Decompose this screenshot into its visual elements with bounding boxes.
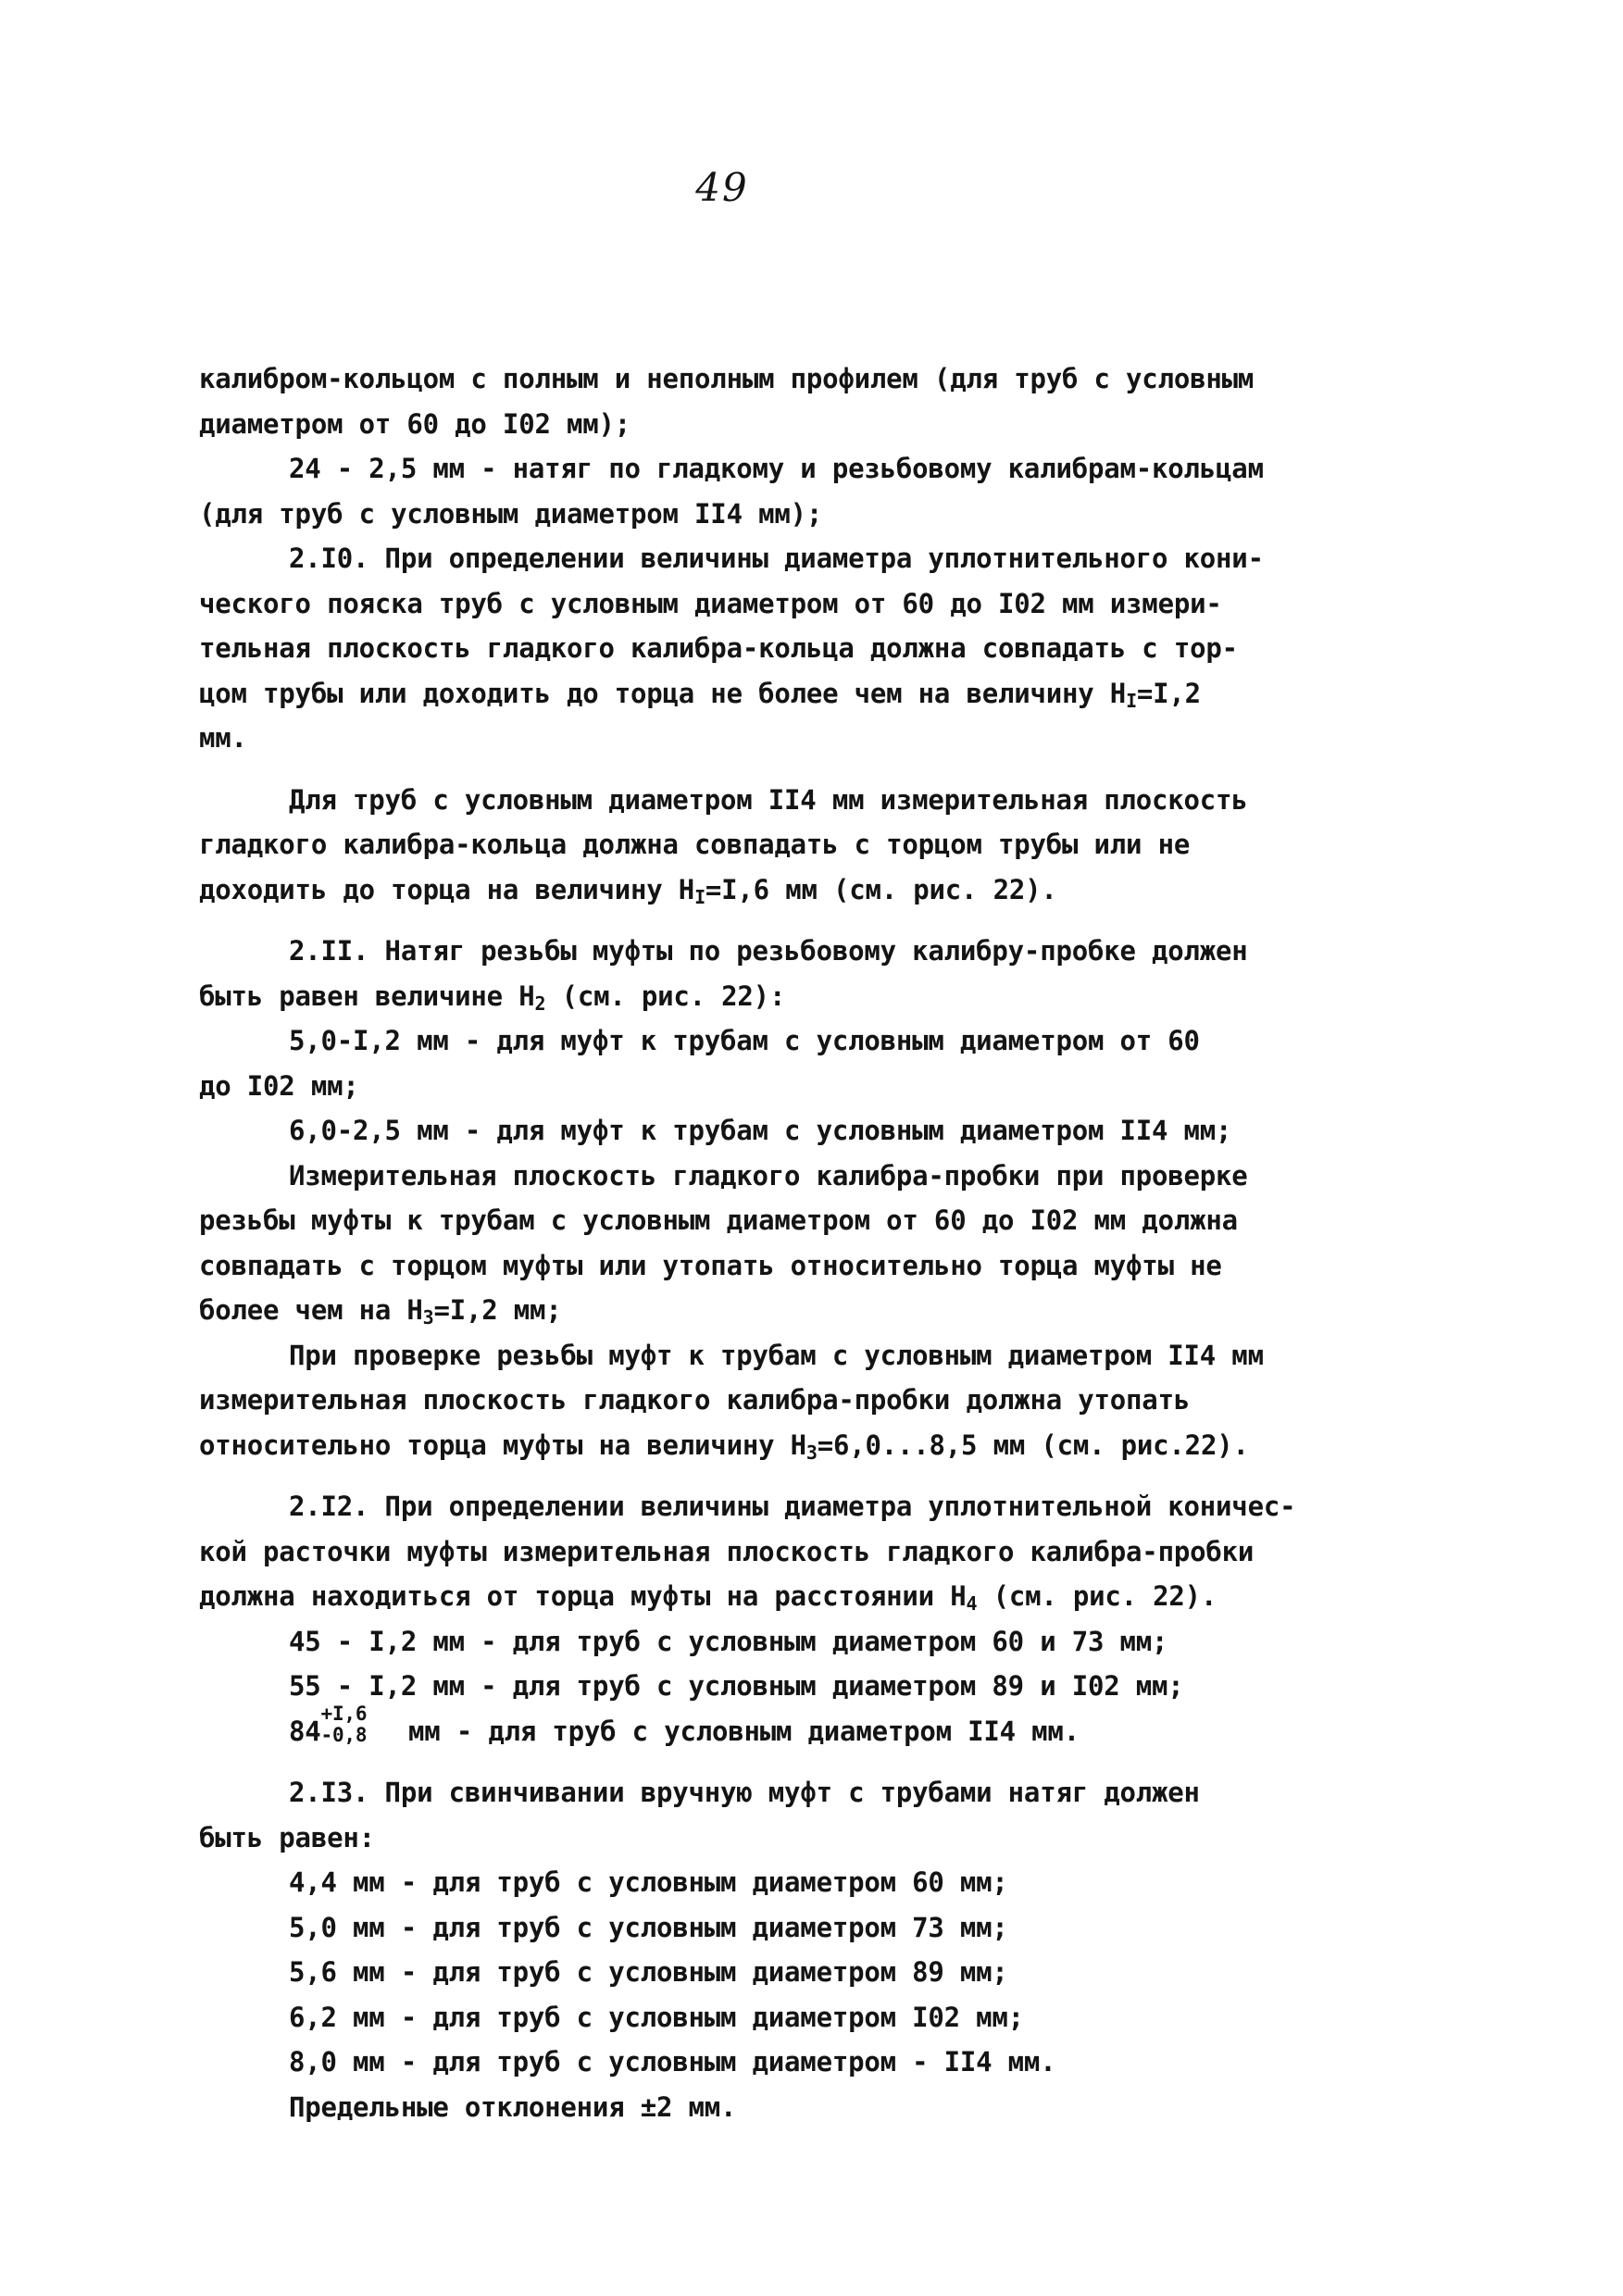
text-line: [199, 626, 1440, 671]
h-variable: $H_2$: [502, 980, 546, 1015]
text-line: [199, 1860, 1440, 1905]
line-text: Для труб с условным диаметром II4 мм измерительная плоскость: [289, 783, 1248, 816]
text-line: [199, 1619, 1440, 1665]
line-text: измерительная плоскость гладкого калибра-пробки должна утопать: [199, 1384, 1191, 1416]
line-tail: (см. рис. 22):: [545, 980, 786, 1012]
line-text: 5,6 мм - для труб с условным диаметром 89 мм;: [289, 1956, 1008, 1988]
line-text: Предельные отклонения ±2 мм.: [289, 2090, 737, 2123]
line-text: калибром-кольцом с полным и неполным профилем (для труб с условным: [199, 363, 1255, 394]
h-variable: $H_I$: [662, 873, 705, 908]
text-line: [199, 1243, 1440, 1289]
text-line: [199, 1995, 1440, 2040]
h-subscript: I: [1126, 689, 1137, 712]
text-line: [199, 867, 1440, 913]
tolerance-base: 84: [289, 1715, 321, 1747]
h-subscript: 4: [966, 1592, 978, 1615]
h-variable: $H_I$: [1093, 677, 1137, 712]
text-line: [199, 778, 1440, 823]
text-line: [199, 1018, 1440, 1064]
text-line: [199, 446, 1440, 492]
line-text: ческого пояска труб с условным диаметром от 60 до I02 мм измери-: [199, 587, 1222, 619]
line-text: (для труб с условным диаметром II4 мм);: [199, 497, 823, 530]
line-text: доходить до торца на величину: [199, 873, 663, 905]
text-line: [199, 1529, 1440, 1575]
text-line: [199, 1288, 1440, 1333]
line-text: быть равен величине: [199, 980, 503, 1012]
text-line: [199, 1423, 1440, 1468]
tolerance-lower: -0,8: [320, 1723, 368, 1746]
h-subscript: 3: [422, 1306, 434, 1329]
tolerance-values: [320, 1702, 377, 1750]
text-line: [199, 1664, 1440, 1709]
paragraph-gap: [199, 761, 1440, 778]
text-line: [199, 402, 1440, 447]
line-text: 5,0-I,2 мм - для муфт к трубам с условным диаметром от 60: [289, 1025, 1200, 1056]
line-text: тельная плоскость гладкого калибра-кольца должна совпадать с тор-: [199, 632, 1238, 664]
line-text: 6,2 мм - для труб с условным диаметром I02 мм;: [289, 2001, 1024, 2033]
text-line: [199, 1108, 1440, 1154]
line-text: быть равен:: [199, 1821, 375, 1853]
line-text: 2.II. Натяг резьбы муфты по резьбовому калибру-пробке должен: [289, 935, 1248, 967]
text-line: [199, 1154, 1440, 1199]
line-text: 2.I0. При определении величины диаметра уплотнительного кони-: [289, 543, 1264, 574]
text-line: [199, 974, 1440, 1019]
paragraph-gap: [199, 1467, 1440, 1484]
text-line: [199, 1484, 1440, 1529]
line-tail: =I,2 мм;: [433, 1294, 562, 1326]
h-subscript: 3: [805, 1441, 818, 1464]
page-number: 49: [695, 165, 749, 210]
text-line: [199, 1574, 1440, 1619]
text-line: [199, 1950, 1440, 1995]
line-text: При проверке резьбы муфт к трубам с условным диаметром II4 мм: [289, 1339, 1264, 1371]
h-variable: $H_3$: [774, 1429, 818, 1464]
text-line: [199, 1378, 1440, 1423]
line-text: совпадать с торцом муфты или утопать относительно торца муфты не: [199, 1249, 1222, 1281]
line-text: 2.I2. При определении величины диаметра уплотнительной коничес-: [289, 1491, 1296, 1522]
line-text: 4,4 мм - для труб с условным диаметром 60 мм;: [289, 1866, 1008, 1898]
line-text: резьбы муфты к трубам с условным диаметром от 60 до I02 мм должна: [199, 1204, 1238, 1236]
text-line: [199, 1198, 1440, 1243]
text-line: [199, 1333, 1440, 1379]
text-line: [199, 1816, 1440, 1861]
line-text: 45 - I,2 мм - для труб с условным диаметром 60 и 73 мм;: [289, 1625, 1168, 1657]
line-text: относительно торца муфты на величину: [199, 1429, 775, 1461]
line-tail: =I,2: [1136, 677, 1201, 709]
text-line: [199, 929, 1440, 974]
line-tail: =I,6 мм (см. рис. 22).: [705, 873, 1057, 905]
line-tail: мм - для труб с условным диаметром II4 мм.: [376, 1715, 1080, 1747]
h-subscript: 2: [534, 992, 546, 1015]
line-text: кой расточки муфты измерительная плоскость гладкого калибра-пробки: [199, 1535, 1255, 1567]
line-text: мм.: [199, 722, 247, 754]
line-text: 8,0 мм - для труб с условным диаметром - II4 мм.: [289, 2046, 1056, 2078]
text-line: [199, 536, 1440, 581]
line-text: должна находиться от торца муфты на расстоянии: [199, 1580, 934, 1612]
line-text: до I02 мм;: [199, 1069, 359, 1102]
text-line: [199, 1702, 1440, 1754]
line-text: более чем на: [199, 1294, 392, 1326]
text-line: [199, 2040, 1440, 2085]
text-line: [199, 671, 1440, 717]
text-line: [199, 1770, 1440, 1816]
line-text: диаметром от 60 до I02 мм);: [199, 407, 631, 440]
paragraph-gap: [199, 912, 1440, 929]
text-line: [199, 1905, 1440, 1951]
text-line: [199, 581, 1440, 627]
line-text: 5,0 мм - для труб с условным диаметром 73 мм;: [289, 1911, 1008, 1943]
line-text: 2.I3. При свинчивании вручную муфт с трубами натяг должен: [289, 1777, 1200, 1808]
paragraph-gap: [199, 1753, 1440, 1770]
h-variable: $H_4$: [933, 1580, 978, 1615]
line-text: 6,0-2,5 мм - для муфт к трубам с условным диаметром II4 мм;: [289, 1115, 1232, 1146]
h-variable: $H_3$: [391, 1294, 434, 1329]
text-line: [199, 356, 1440, 402]
line-text: гладкого калибра-кольца должна совпадать с торцом трубы или не: [199, 829, 1191, 860]
text-line: [199, 2085, 1440, 2130]
line-text: 55 - I,2 мм - для труб с условным диаметром 89 и I02 мм;: [289, 1670, 1184, 1702]
text-line: [199, 492, 1440, 537]
text-line: [199, 716, 1440, 761]
line-text: Измерительная плоскость гладкого калибра-пробки при проверке: [289, 1159, 1248, 1192]
h-subscript: I: [694, 885, 705, 908]
text-line: [199, 1064, 1440, 1109]
tolerance-upper: +I,6: [320, 1702, 368, 1725]
document-body: [199, 356, 1440, 2129]
line-text: 24 - 2,5 мм - натяг по гладкому и резьбовому калибрам-кольцам: [289, 453, 1264, 484]
text-line: [199, 822, 1440, 867]
line-tail: =6,0...8,5 мм (см. рис.22).: [817, 1429, 1249, 1461]
line-tail: (см. рис. 22).: [977, 1580, 1217, 1612]
line-text: цом трубы или доходить до торца не более чем на величину: [199, 677, 1094, 709]
